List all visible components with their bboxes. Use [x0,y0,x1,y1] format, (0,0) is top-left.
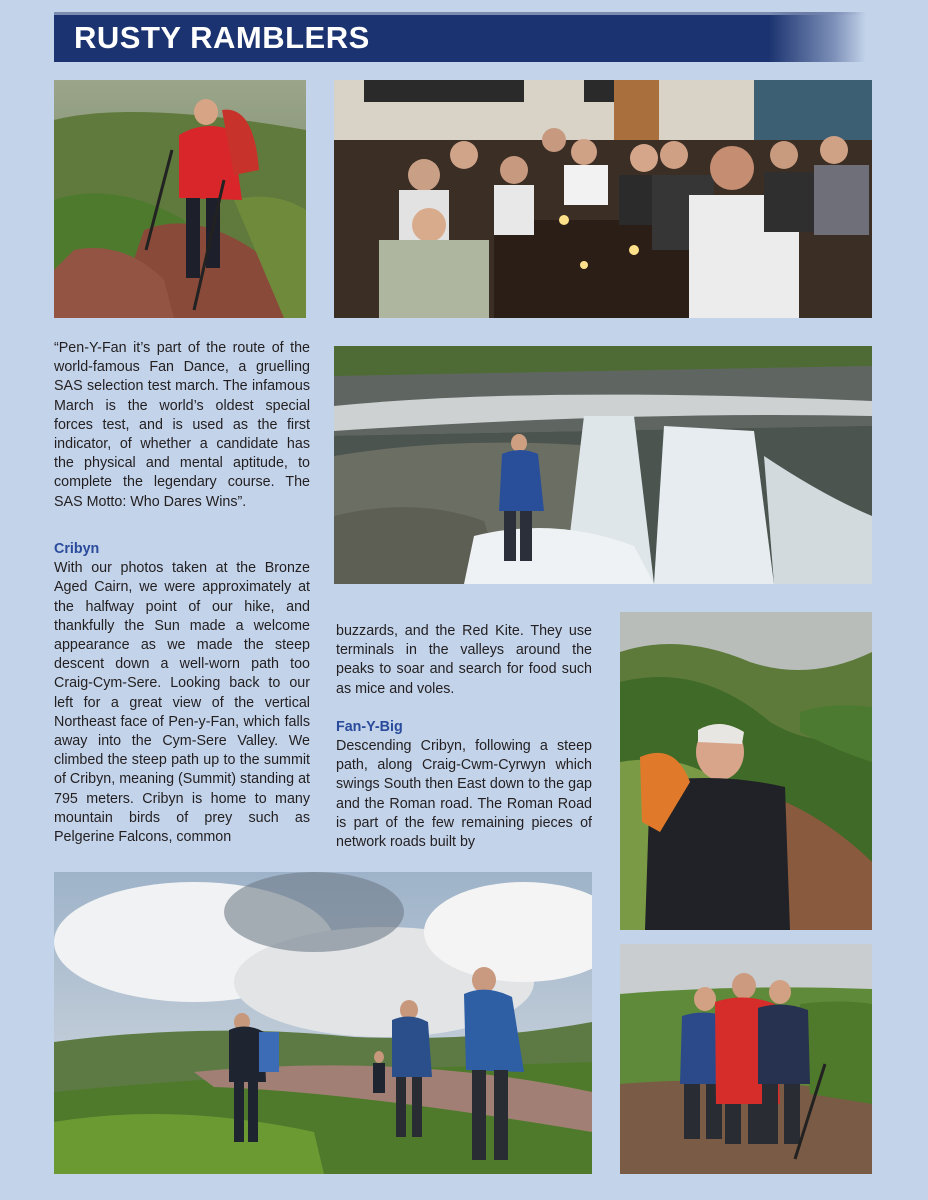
summit-portrait-photo [620,612,872,930]
trio-portrait-photo [620,944,872,1174]
waterfall-photo [334,346,872,584]
cribyn-paragraph: With our photos taken at the Bronze Aged Cairn, we were approximately at the halfway point of our hike, and thankfully the Sun made a welcome appearance as we made the steep descent down a well-worn path too Craig-Cym-Sere. Looking back to our left for a great view of the vertical Northeast face of Pen-y-Fan, which falls away into the Cym-Sere Valley. We climbed the steep path up to the summit of Cribyn, meaning (Summit) standing at 795 meters. Cribyn is home to many mountain birds of prey such as Pelgerine Falcons, common [54,560,310,846]
page-title: RUSTY RAMBLERS [74,20,370,55]
cribyn-section [54,540,310,847]
fan-y-big-heading: Fan-Y-Big [336,718,403,735]
intro-paragraph: “Pen-Y-Fan it’s part of the route of the world-famous Fan Dance, a gruelling SAS selection test march. The infamous March is the world’s oldest special forces test, and is used as the first indicator, of whether a candidate has the physical and mental aptitude, to complete the legendary course. The SAS Motto: Who Dares Wins”. [54,340,310,510]
group-dinner-photo [334,80,872,318]
fan-y-big-paragraph: Descending Cribyn, following a steep path, along Craig-Cwm-Cyrwyn which swings South then East down to the gap and the Roman road. The Roman Road is part of the few remaining pieces of network roads built by [336,738,592,851]
column-two-text [336,622,592,852]
cribyn-heading: Cribyn [54,541,100,557]
group-hike-photo [54,872,592,1174]
header-banner [54,12,866,62]
hiker-photo [54,80,306,318]
cribyn-continuation: buzzards, and the Red Kite. They use terminals in the valleys around the peaks to soar and search for food such as mice and voles. [336,623,592,697]
